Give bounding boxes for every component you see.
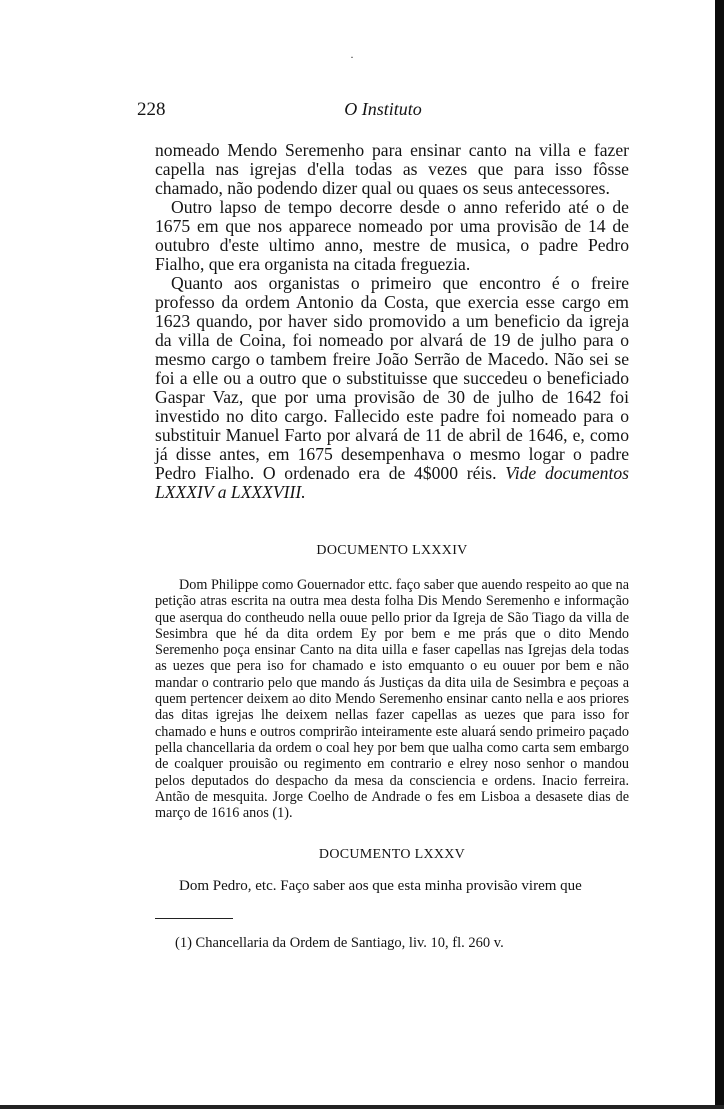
document-84-text — [155, 577, 629, 821]
document-85-paragraph: Dom Pedro, etc. Faço saber aos que esta minha provisão virem que — [179, 878, 582, 894]
document-84-paragraph: Dom Philippe como Gouernador ettc. faço saber que auendo respeito ao que na petição atras escrita na outra mea desta folha Dis Mendo Seremenho e informação que aserqua do contheudo nella ouue pello prior da Igreja de São Tiago da villa de Sesimbra que hé da dita ordem Ey por bem e me prás que o dito Mendo Seremenho poça ensinar Canto na dita uilla e faser capellas nas Igrejas dela todas as uezes que pera iso for chamado e isto emquanto o eu ouuer por bem e não mandar o contrario pelo que mando ás Justiças da dita uila de Sesimbra e peçoas a quem pertencer deixem ao dito Mendo Seremenho ensinar canto nella e aos priores das ditas igrejas lhe deixem nellas fazer capellas as uezes que para isso for chamado e huns e outros comprirão inteiramente este aluará sendo primeiro paçado pella chancellaria da ordem o coal hey por bem que ualha como carta sem embargo de coalquer prouisão ou regimento em contrario e elrey noso senhor o mandou pelos deputados do despacho da mesa da consciencia e ordens. Inacio ferreira. Antão de mesquita. Jorge Coelho de Andrade o fes em Lisboa a desasete dias de março de 1616 anos (1). — [155, 577, 629, 822]
page-header — [137, 99, 629, 125]
main-text — [155, 141, 629, 502]
document-85-text — [155, 878, 629, 894]
document-85-heading: DOCUMENTO LXXXV — [318, 847, 466, 862]
footnote: (1) Chancellaria da Ordem de Santiago, liv. 10, fl. 260 v. — [175, 935, 504, 951]
scan-edge-right — [715, 0, 724, 1109]
document-84-heading: DOCUMENTO LXXXIV — [316, 543, 468, 558]
footnote-divider — [155, 918, 233, 919]
documents-reference: Vide documentos LXXXIV a LXXXVIII. — [155, 463, 629, 502]
running-title: O Instituto — [344, 99, 422, 119]
paragraph-organists — [155, 274, 629, 502]
paragraph-lapse: Outro lapso de tempo decorre desde o anno referido até o de 1675 em que nos apparece nomeado por uma provisão de 14 de outubro d'este ultimo anno, mestre de musica, o padre Pedro Fialho, que era organista na citada freguezia. — [155, 197, 629, 274]
page-number: 228 — [137, 99, 166, 120]
organists-text: Quanto aos organistas o primeiro que encontro é o freire professo da ordem Antonio da Costa, que exercia esse cargo em 1623 quando, por haver sido promovido a um beneficio da igreja da villa de Coina, foi nomeado por alvará de 19 de julho para o mesmo cargo o tambem freire João Serrão de Macedo. Não sei se foi a elle ou a outro que o substituisse que succedeu o beneficiado Gaspar Vaz, que por uma provisão de 30 de julho de 1642 foi investido no dito cargo. Fallecido este padre foi nomeado para o substituir Manuel Farto por alvará de 11 de abril de 1646, e, como já disse antes, em 1675 desempenhava o mesmo logar o padre Pedro Fialho. O ordenado era de 4$000 réis. — [155, 273, 629, 483]
scan-speck: · — [350, 50, 354, 64]
scan-edge-bottom — [0, 1105, 724, 1109]
paragraph-continuation: nomeado Mendo Seremenho para ensinar canto na villa e fazer capella nas igrejas d'ella todas as vezes que para isso fôsse chamado, não podendo dizer qual ou quaes os seus antecessores. — [155, 140, 629, 198]
